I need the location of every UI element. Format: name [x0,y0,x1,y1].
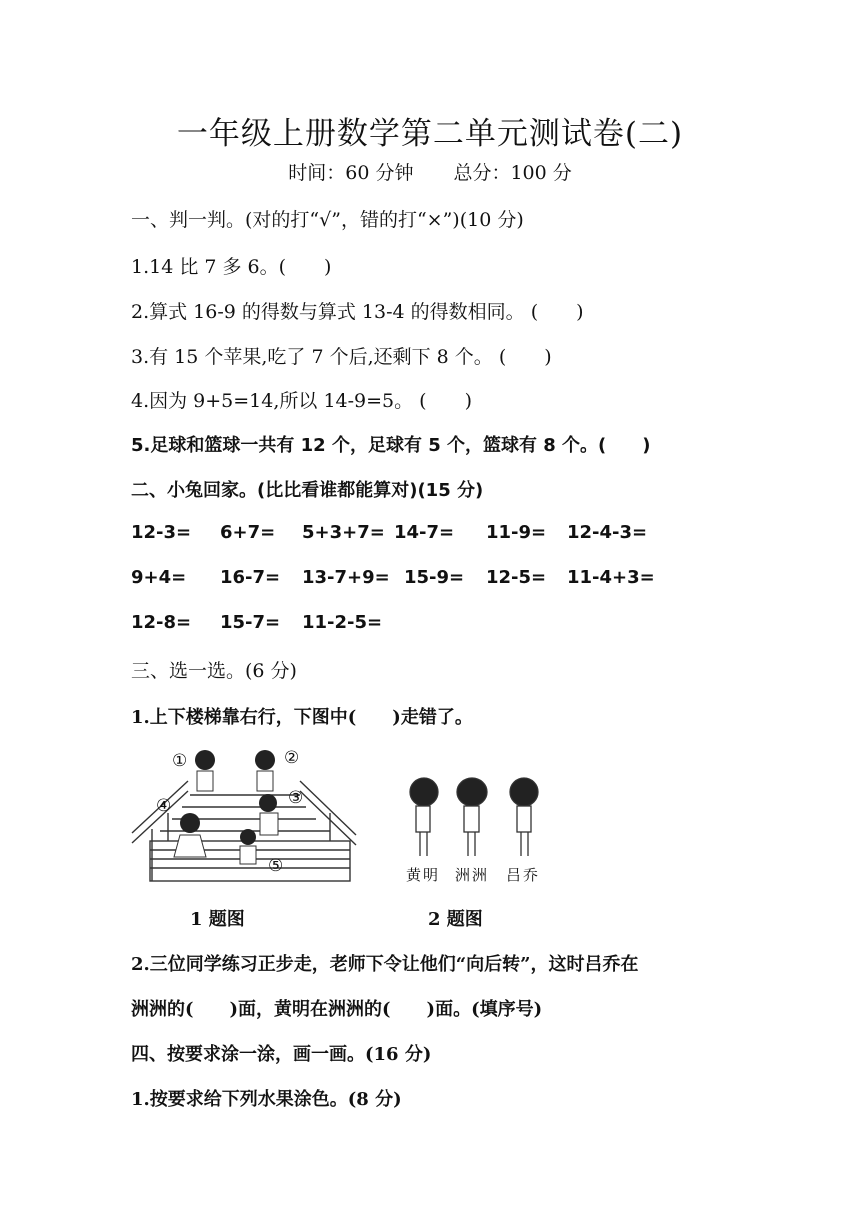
calc-3-3: 11-2-5= [302,612,383,633]
calc-2-1: 9+4= [131,567,187,588]
marker-5: ⑤ [268,856,284,876]
question-1-5: 5.足球和篮球一共有 12 个，足球有 5 个，篮球有 8 个。( ) [131,435,651,456]
question-3-1: 1.上下楼梯靠右行，下图中( )走错了。 [131,707,473,728]
calc-1-5: 11-9= [486,522,547,543]
calc-1-3: 5+3+7= [302,522,385,543]
figure2-caption: 2 题图 [428,909,483,930]
figure1-caption: 1 题图 [190,909,245,930]
exam-info [0,158,860,185]
calc-1-2: 6+7= [220,522,276,543]
marker-2: ② [284,748,300,768]
page-title: 一年级上册数学第二单元测试卷(二) [176,116,684,152]
section4-heading: 四、按要求涂一涂，画一画。(16 分) [131,1044,432,1065]
question-4-1: 1.按要求给下列水果涂色。(8 分) [131,1089,402,1110]
calc-1-4: 14-7= [394,522,455,543]
calc-2-6: 11-4+3= [567,567,655,588]
calc-2-4: 15-9= [404,567,465,588]
marker-4: ④ [156,796,172,816]
calc-3-2: 15-7= [220,612,281,633]
calc-3-1: 12-8= [131,612,192,633]
marker-3: ③ [288,788,304,808]
three-students-illustration [400,770,560,865]
student-name-2: 洲洲 [455,866,490,884]
calc-2-3: 13-7+9= [302,567,390,588]
question-3-2-line1: 2.三位同学练习正步走，老师下令让他们“向后转”，这时吕乔在 [131,954,639,975]
section1-heading: 一、判一判。(对的打“√”，错的打“×”)(10 分) [131,209,524,231]
question-1-2: 2.算式 16-9 的得数与算式 13-4 的得数相同。 ( ) [131,301,584,323]
marker-1: ① [172,751,188,771]
question-1-3: 3.有 15 个苹果,吃了 7 个后,还剩下 8 个。 ( ) [131,346,552,368]
question-3-2-line2: 洲洲的( )面，黄明在洲洲的( )面。(填序号) [131,999,543,1020]
calc-1-1: 12-3= [131,522,192,543]
question-1-4: 4.因为 9+5=14,所以 14-9=5。 ( ) [131,390,472,412]
calc-2-5: 12-5= [486,567,547,588]
question-1-1: 1.14 比 7 多 6。( ) [131,256,332,278]
calc-1-6: 12-4-3= [567,522,648,543]
section2-heading: 二、小兔回家。(比比看谁都能算对)(15 分) [131,480,484,501]
student-name-1: 黄明 [406,866,441,884]
student-name-3: 吕乔 [506,866,541,884]
total-score: 总分：100 分 [453,162,572,184]
calc-2-2: 16-7= [220,567,281,588]
section3-heading: 三、选一选。(6 分) [131,660,297,682]
time-limit: 时间：60 分钟 [288,162,414,184]
